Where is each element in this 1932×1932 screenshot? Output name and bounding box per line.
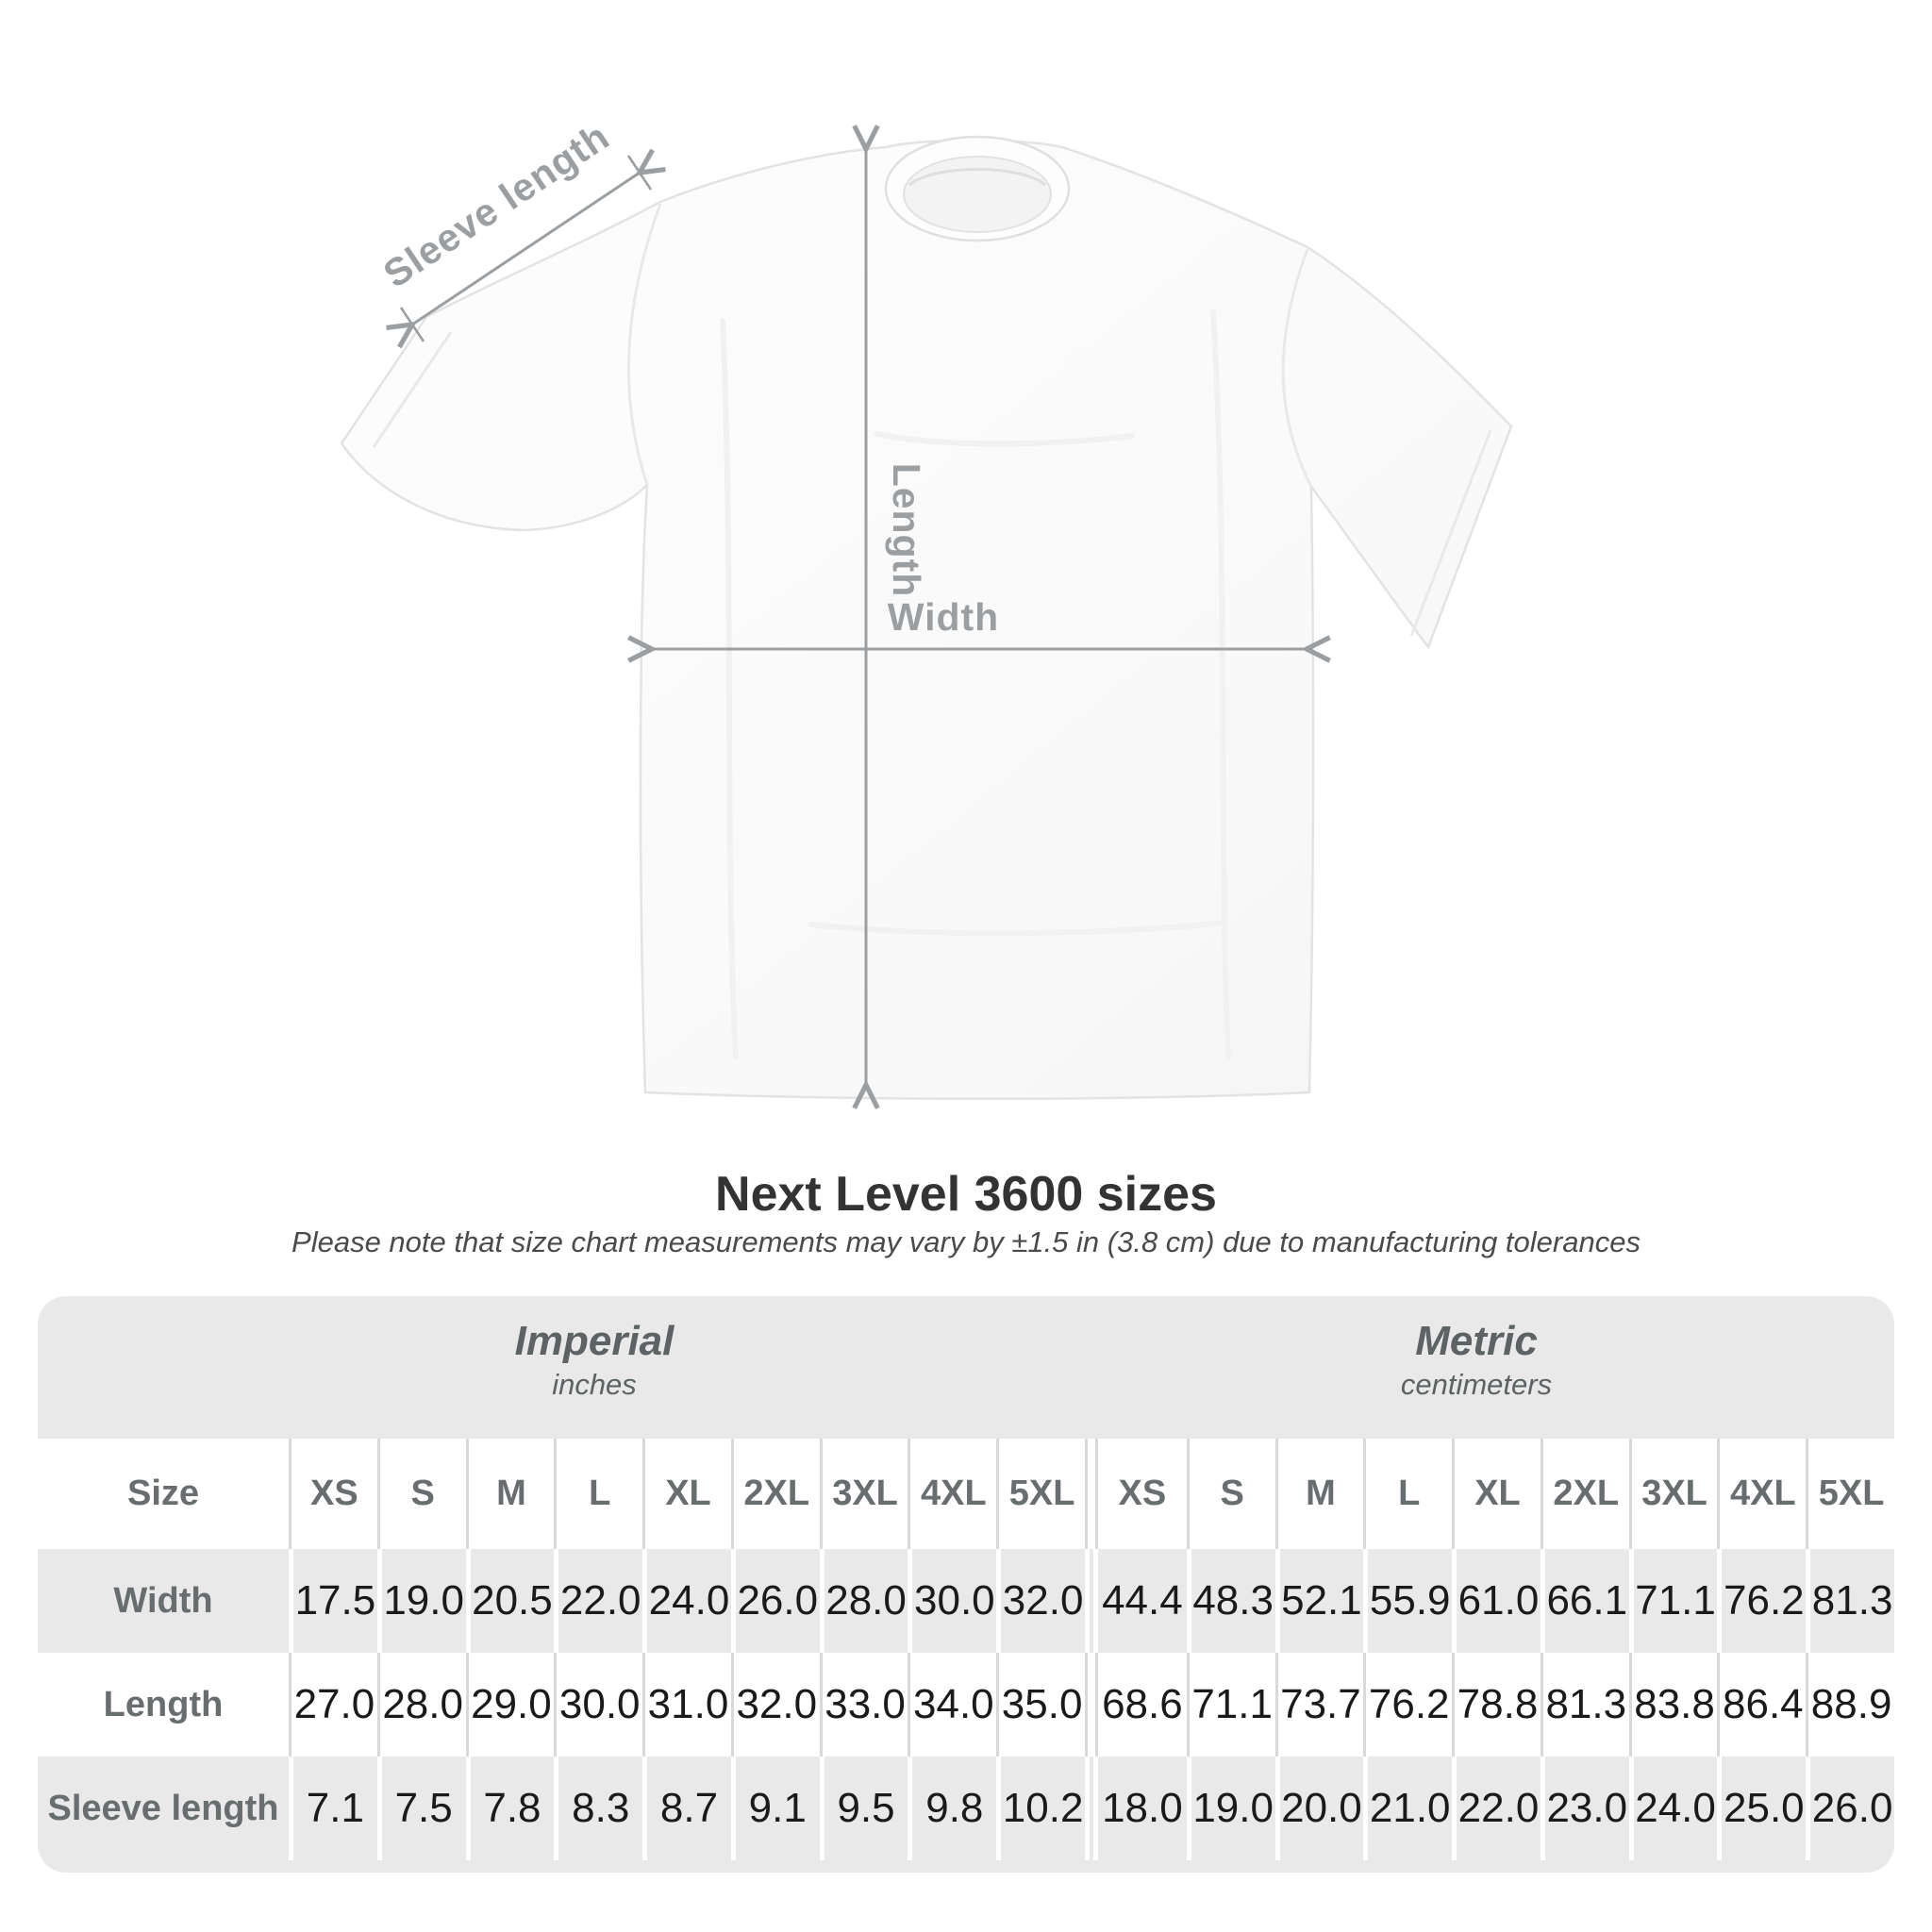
value-cell: 27.0 [289, 1653, 377, 1757]
size-column-header: 2XL [1541, 1439, 1629, 1549]
imperial-unit-label: inches [552, 1368, 637, 1401]
size-column-header: 5XL [996, 1439, 1085, 1549]
value-cell: 8.7 [642, 1757, 731, 1860]
value-cell: 30.0 [554, 1653, 642, 1757]
value-cell: 9.8 [908, 1757, 996, 1860]
size-column-header: 5XL [1806, 1439, 1894, 1549]
value-cell: 29.0 [466, 1653, 555, 1757]
value-cell: 26.0 [1806, 1757, 1894, 1860]
value-cell: 19.0 [1187, 1757, 1275, 1860]
row-label: Size [126, 1474, 200, 1513]
value-cell: 78.8 [1452, 1653, 1541, 1757]
row-label: Length [103, 1684, 224, 1724]
value-cell: 23.0 [1541, 1757, 1629, 1860]
value-cell: 34.0 [908, 1653, 996, 1757]
size-column-header: M [466, 1439, 555, 1549]
group-divider [1085, 1439, 1098, 1549]
value-cell: 71.1 [1629, 1549, 1718, 1653]
value-cell: 8.3 [554, 1757, 642, 1860]
sleeve-length-row [38, 1757, 1894, 1860]
value-cell: 28.0 [820, 1549, 908, 1653]
value-cell: 68.6 [1102, 1681, 1183, 1727]
value-cell: 55.9 [1363, 1549, 1452, 1653]
value-cell: 24.0 [1629, 1757, 1718, 1860]
value-cell: 19.0 [377, 1549, 466, 1653]
size-column-header: 3XL [1629, 1439, 1718, 1549]
width-row [38, 1549, 1894, 1653]
size-column-header: XS [1118, 1474, 1167, 1513]
value-cell: 21.0 [1363, 1757, 1452, 1860]
size-header-row [38, 1439, 1894, 1549]
value-cell: 9.1 [731, 1757, 820, 1860]
value-cell: 71.1 [1187, 1653, 1275, 1757]
value-cell: 61.0 [1452, 1549, 1541, 1653]
size-column-header: S [377, 1439, 466, 1549]
value-cell: 30.0 [908, 1549, 996, 1653]
row-label: Sleeve length [47, 1788, 279, 1828]
value-cell: 86.4 [1717, 1653, 1806, 1757]
metric-label: Metric [1415, 1318, 1538, 1364]
value-cell: 22.0 [1452, 1757, 1541, 1860]
size-column-header: 4XL [1717, 1439, 1806, 1549]
imperial-label: Imperial [514, 1318, 675, 1364]
value-cell: 81.3 [1541, 1653, 1629, 1757]
value-cell: 7.8 [466, 1757, 555, 1860]
value-cell: 26.0 [731, 1549, 820, 1653]
size-column-header: XL [642, 1439, 731, 1549]
value-cell: 32.0 [996, 1549, 1085, 1653]
sleeve-length-label: Sleeve length [375, 113, 618, 296]
value-cell: 9.5 [820, 1757, 908, 1860]
value-cell: 76.2 [1363, 1653, 1452, 1757]
metric-unit-label: centimeters [1400, 1368, 1553, 1401]
unit-header-band [38, 1296, 1894, 1439]
value-cell: 10.2 [996, 1757, 1085, 1860]
value-cell: 76.2 [1717, 1549, 1806, 1653]
value-cell: 24.0 [642, 1549, 731, 1653]
imperial-unit-header [94, 1319, 1094, 1406]
value-cell: 48.3 [1187, 1549, 1275, 1653]
value-cell: 22.0 [554, 1549, 642, 1653]
size-column-header: L [554, 1439, 642, 1549]
metric-unit-header [1094, 1319, 1858, 1406]
size-tolerance-note: Please note that size chart measurements may vary by ±1.5 in (3.8 cm) due to manufacturing tolerances [291, 1225, 1641, 1258]
value-cell: 88.9 [1806, 1653, 1894, 1757]
row-label: Width [113, 1580, 213, 1621]
value-cell: 7.5 [377, 1757, 466, 1860]
value-cell: 28.0 [377, 1653, 466, 1757]
width-label: Width [887, 595, 1000, 639]
value-cell: 33.0 [820, 1653, 908, 1757]
value-cell: 44.4 [1102, 1577, 1183, 1624]
group-divider [1085, 1549, 1098, 1653]
value-cell: 35.0 [996, 1653, 1085, 1757]
value-cell: 52.1 [1275, 1549, 1364, 1653]
group-divider [1085, 1757, 1098, 1860]
size-column-header: 3XL [820, 1439, 908, 1549]
value-cell: 66.1 [1541, 1549, 1629, 1653]
size-column-header: M [1275, 1439, 1364, 1549]
value-cell: 83.8 [1629, 1653, 1718, 1757]
value-cell: 73.7 [1275, 1653, 1364, 1757]
size-column-header: S [1187, 1439, 1275, 1549]
size-chart-panel [38, 1296, 1894, 1873]
value-cell: 20.0 [1275, 1757, 1364, 1860]
size-column-header: XL [1452, 1439, 1541, 1549]
length-label: Length [885, 462, 928, 598]
value-cell: 32.0 [731, 1653, 820, 1757]
size-column-header: 2XL [731, 1439, 820, 1549]
value-cell: 17.5 [289, 1549, 377, 1653]
value-cell: 7.1 [289, 1757, 377, 1860]
value-cell: 81.3 [1806, 1549, 1894, 1653]
value-cell: 25.0 [1717, 1757, 1806, 1860]
length-row [38, 1653, 1894, 1757]
group-divider [1085, 1653, 1098, 1757]
value-cell: 31.0 [642, 1653, 731, 1757]
size-column-header: 4XL [908, 1439, 996, 1549]
size-column-header: L [1363, 1439, 1452, 1549]
value-cell: 18.0 [1102, 1785, 1183, 1831]
page-title: Next Level 3600 sizes [715, 1167, 1217, 1222]
value-cell: 20.5 [466, 1549, 555, 1653]
size-column-header: XS [289, 1439, 377, 1549]
